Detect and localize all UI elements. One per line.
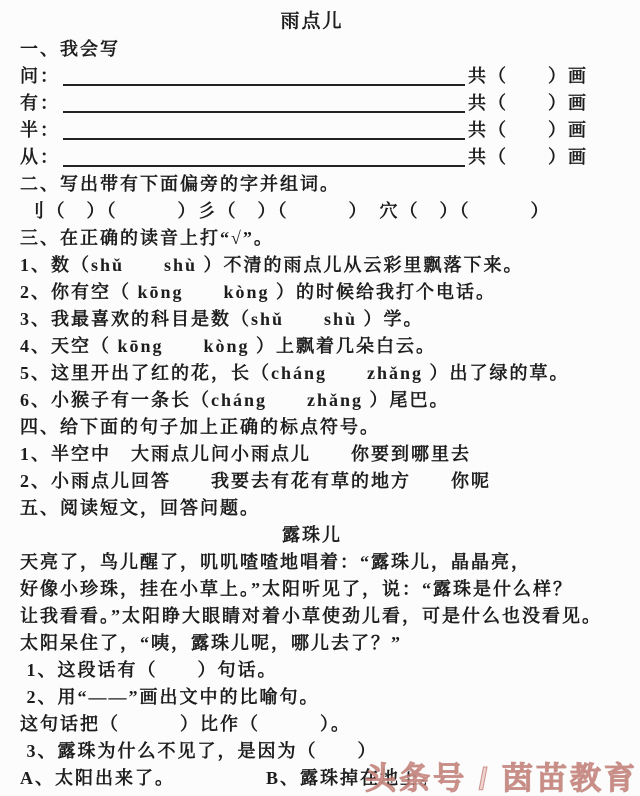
question-item: 3、露珠为什么不见了，是因为（ ） (20, 741, 378, 761)
question-item: A、太阳出来了。 B、露珠掉在地上。 (20, 768, 441, 788)
answer-line (63, 65, 465, 86)
pinyin-choice-item: 4、天空（ kōng kòng ）上飘着几朵白云。 (20, 336, 437, 356)
write-row (20, 117, 604, 144)
hanzi-label: 问： (20, 66, 60, 86)
question-item: 2、用“——”画出文中的比喻句。 (20, 687, 320, 707)
pinyin-choice-item: 3、我最喜欢的科目是数（shǔ shù ）学。 (20, 309, 424, 329)
hanzi-label: 有： (20, 93, 60, 113)
watermark: 头条号 / 茵苗教育 (365, 761, 638, 796)
worksheet-title: 雨点儿 (280, 11, 344, 32)
write-row (20, 63, 604, 90)
pinyin-choice-item: 6、小猴子有一条长（cháng zhǎng ）尾巴。 (20, 390, 450, 410)
passage-line: 好像小珍珠，挂在小草上。”太阳听见了，说：“露珠是什么样？ (20, 579, 573, 599)
answer-line (63, 146, 465, 167)
passage-line: 太阳呆住了，“咦，露珠儿呢，哪儿去了？” (20, 633, 402, 653)
answer-line (63, 92, 465, 113)
pinyin-choice-item: 1、数（shǔ shù ）不清的雨点儿从云彩里飘落下来。 (20, 255, 524, 275)
stroke-count-label: 共（ ）画 (468, 93, 588, 113)
section-four-heading: 四、给下面的句子加上正确的标点符号。 (20, 417, 380, 437)
pinyin-choice-item: 2、你有空（ kōng kòng ）的时候给我打个电话。 (20, 282, 497, 302)
section-four-items (20, 441, 604, 495)
reading-passage (20, 549, 604, 657)
write-row (20, 144, 604, 171)
radical-blanks-line: 刂（ ）（ ）彡（ ）（ ） 穴（ ）（ ） (20, 201, 551, 221)
pinyin-choice-item: 5、这里开出了红的花，长（cháng zhǎng ）出了绿的草。 (20, 363, 570, 383)
stroke-count-label: 共（ ）画 (468, 66, 588, 86)
section-one-heading: 一、我会写 (20, 39, 120, 59)
section-three-items (20, 252, 604, 414)
answer-line (63, 119, 465, 140)
passage-line: 让我看看。”太阳睁大眼睛对着小草使劲儿看，可是什么也没看见。 (20, 606, 602, 626)
punctuation-item: 2、小雨点儿回答 我要去有花有草的地方 你呢 (20, 471, 491, 491)
stroke-count-label: 共（ ）画 (468, 147, 588, 167)
section-three-heading: 三、在正确的读音上打“√”。 (20, 228, 274, 248)
section-five-heading: 五、阅读短文，回答问题。 (20, 498, 260, 518)
passage-line: 天亮了，鸟儿醒了，叽叽喳喳地唱着：“露珠儿，晶晶亮， (20, 552, 531, 572)
hanzi-label: 从： (20, 147, 60, 167)
stroke-count-label: 共（ ）画 (468, 120, 588, 140)
question-item: 1、这段话有（ ）句话。 (20, 660, 278, 680)
passage-title: 露珠儿 (282, 525, 342, 545)
section-one-rows (20, 63, 604, 171)
hanzi-label: 半： (20, 120, 60, 140)
write-row (20, 90, 604, 117)
punctuation-item: 1、半空中 大雨点儿问小雨点儿 你要到哪里去 (20, 444, 471, 464)
section-two-heading: 二、写出带有下面偏旁的字并组词。 (20, 174, 340, 194)
question-item: 这句话把（ ）比作（ ）。 (20, 714, 351, 734)
